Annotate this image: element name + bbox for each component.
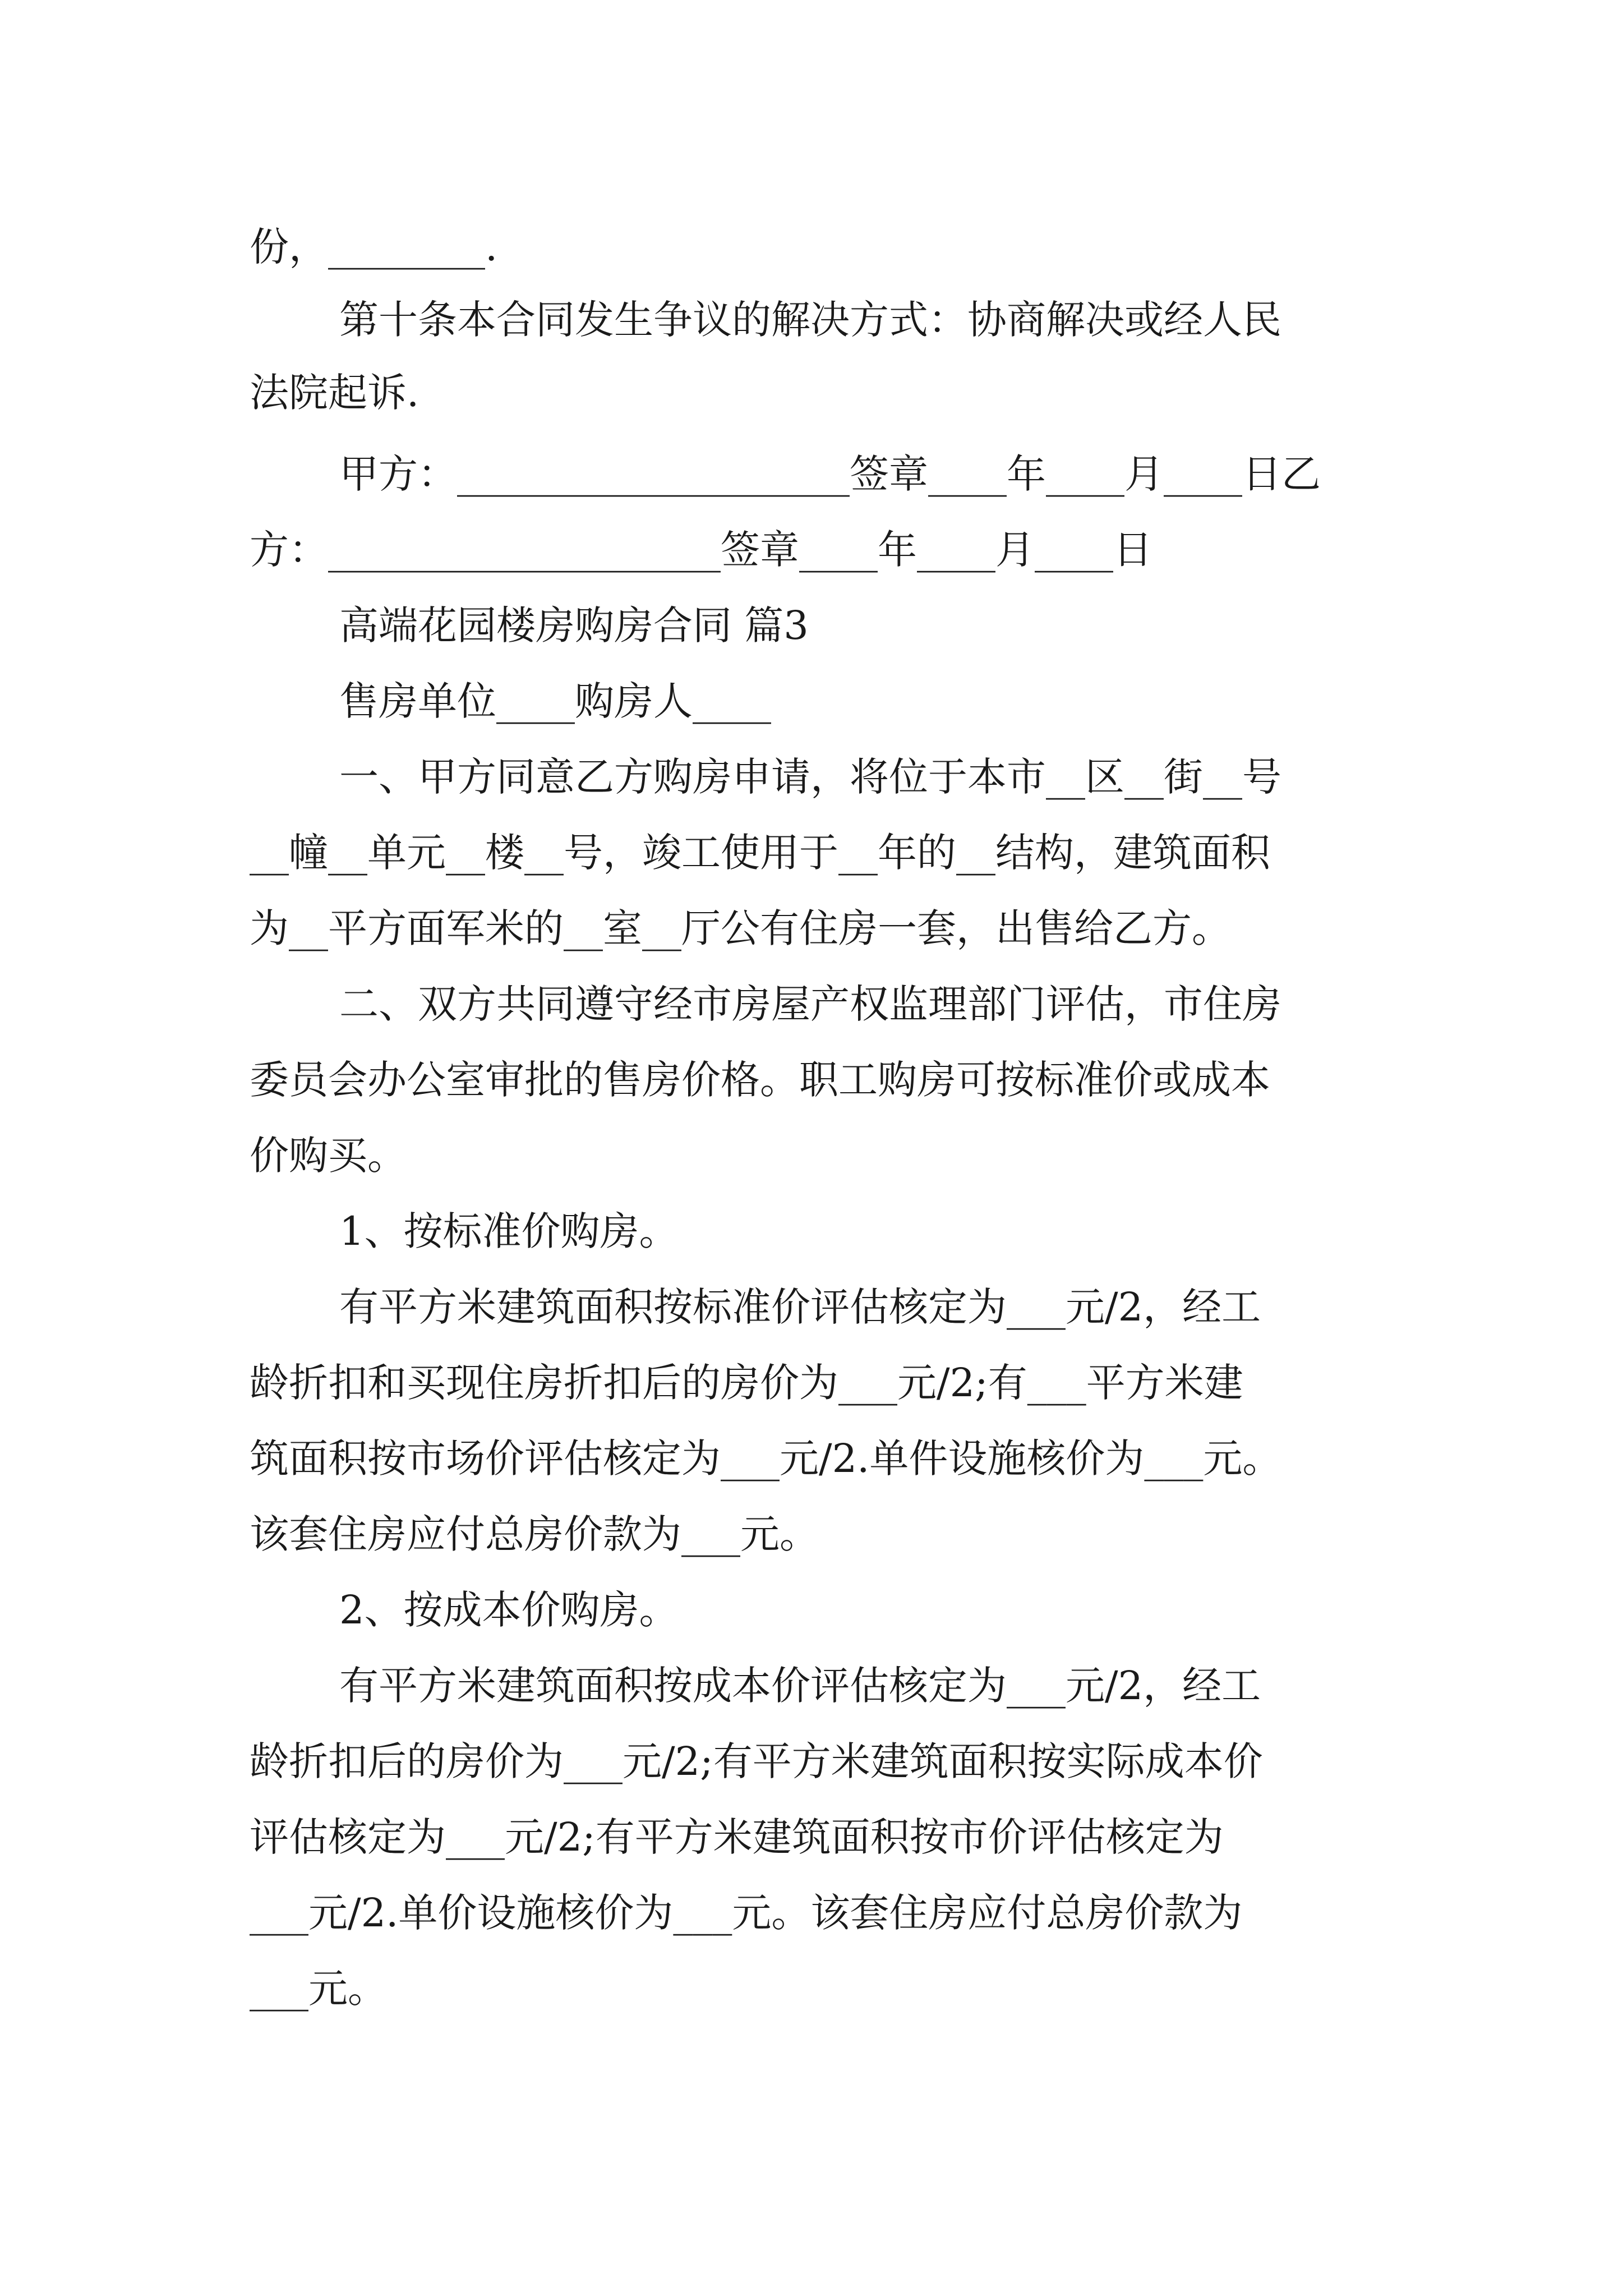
standard-price-paragraph: 有平方米建筑面积按标准价评估核定为___元/2，经工 (339, 1284, 1261, 1330)
text-line: 筑面积按市场价评估核定为___元/2.单件设施核价为___元。 (250, 1435, 1282, 1481)
text-line: 评估核定为___元/2;有平方米建筑面积按市价评估核定为 (250, 1814, 1224, 1860)
text-line: 为__平方面军米的__室__厅公有住房一套，出售给乙方。 (250, 905, 1231, 951)
item-one-heading: 1、按标准价购房。 (339, 1208, 679, 1254)
text-line: 法院起诉. (250, 370, 419, 416)
cost-price-paragraph: 有平方米建筑面积按成本价评估核定为___元/2，经工 (339, 1663, 1261, 1709)
text-line: 委员会办公室审批的售房价格。职工购房可按标准价或成本 (250, 1057, 1270, 1103)
text-line: 份，________. (250, 224, 498, 270)
text-line: ___元/2.单价设施核价为___元。该套住房应付总房价款为 (250, 1890, 1243, 1936)
seller-buyer-line: 售房单位____购房人____ (339, 678, 771, 724)
item-two-heading: 2、按成本价购房。 (339, 1587, 679, 1633)
text-line: 龄折扣和买现住房折扣后的房价为___元/2;有___平方米建 (250, 1360, 1243, 1406)
paragraph-article-ten: 第十条本合同发生争议的解决方式：协商解决或经人民 (339, 297, 1281, 343)
text-line: 价购买。 (250, 1133, 407, 1179)
text-line: 龄折扣后的房价为___元/2;有平方米建筑面积按实际成本价 (250, 1738, 1263, 1784)
text-line: ___元。 (250, 1966, 387, 2012)
text-line: 该套住房应付总房价款为___元。 (250, 1511, 819, 1557)
clause-one: 一、甲方同意乙方购房申请，将位于本市__区__街__号 (339, 754, 1281, 800)
party-a-signature-line: 甲方：____________________签章____年____月____日乙 (339, 451, 1321, 497)
party-b-signature-line: 方：____________________签章____年____月____日 (250, 527, 1152, 573)
text-line: __幢__单元__楼__号，竣工使用于__年的__结构，建筑面积 (250, 830, 1270, 876)
section-heading: 高端花园楼房购房合同 篇3 (339, 602, 809, 648)
clause-two: 二、双方共同遵守经市房屋产权监理部门评估，市住房 (339, 981, 1281, 1027)
